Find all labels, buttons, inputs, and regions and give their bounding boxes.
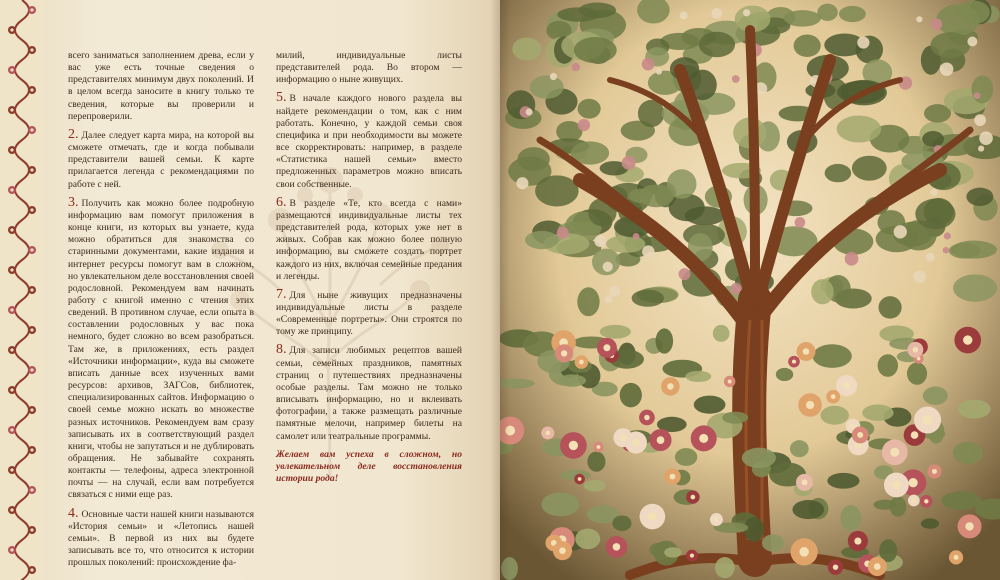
paragraph-number: 3. [68, 194, 79, 210]
paragraph-text: В разделе «Те, кто всегда с нами» размещаются индивидуальные листы тех представителей рода, которых уже нет в живых. Собрав как можно более полную информацию, вы сможете создать портрет каждого из них, включая семейные предания и легенды. [276, 197, 462, 282]
tree-tapestry-illustration [500, 0, 1000, 580]
paragraph-number: 5. [276, 90, 287, 106]
paragraph-text: Получить как можно более подробную информацию вам помогут приложения в конце книги, из которых вы узнаете, куда можно обратиться для знакомства со старинными документами, какие издания и интернет ресурсы помогут вам в сложном, но увлекательном деле восстановления своей родословной. Рекомендуем вам начинать работу с книгой именно с чтения этих сведений. В противном случае, если опыта в составлении родословных у вас пока немного, будет сложно во всем разобраться. Там же, в приложениях, есть раздел «Источники информации», куда вы сможете вписать данные всех изученных вами ресурсов: архивов, ЗАГСов, библиотек, специализированных сайтов. Информацию о своей семье можно искать во множестве разных источников. Рекомендуем вам сразу записывать их в соответствующий раздел книги, чтобы не запутаться и не дублировать обращения. Не забывайте сохранять контакты — телефоны, адреса электронной почты — на случай, если вам потребуется связаться с ними еще раз. [68, 197, 254, 501]
right-page [500, 0, 1000, 580]
paragraph-text: Основные части нашей книги называются «История семьи» и «Летопись нашей семьи». В первой из них вы будете записывать все то, что относится к истории прошлых поколений: происхождение фа- [68, 508, 254, 569]
paragraph-text: Для ныне живущих предназначены индивидуальные листы в разделе «Современные портреты». Они строятся по тому же принципу. [276, 289, 462, 338]
paragraph-2 [68, 126, 254, 191]
page-gutter [490, 0, 510, 580]
paragraph-number: 7. [276, 286, 287, 302]
paragraph-5 [276, 92, 462, 190]
paragraph-6 [276, 194, 462, 283]
ornament-vine-icon [0, 0, 44, 580]
paragraph-3 [68, 194, 254, 502]
paragraph-4 [68, 505, 254, 570]
paragraph-7 [276, 286, 462, 339]
closing-wish: Желаем вам успеха в сложном, но увлекательном деле восстановления истории рода! [276, 448, 462, 484]
text-column-right [276, 50, 462, 491]
ornamental-border [0, 0, 44, 580]
paragraph-text: Далее следует карта мира, на которой вы сможете отмечать, где и когда побывали представители вашей семьи. К карте прилагается легенда с рекомендациями по работе с ней. [68, 129, 254, 190]
paragraph-1-continued: всего заниматься заполнением древа, если у вас уже есть точные сведения о представителях минимум двух поколений. И в целом всегда заносите в книгу только те сведения, которые вы проверили и перепроверили. [68, 50, 254, 122]
paragraph-number: 4. [68, 505, 79, 521]
paragraph-number: 2. [68, 126, 79, 142]
paragraph-text: Для записи любимых рецептов вашей семьи, семейных праздников, памятных страниц о путешествиях предназначены особые разделы. Там можно не только вписывать информацию, но и вклеивать фотографии, а также размещать различные памятные мелочи, например билеты на самолет или театральные программы. [276, 345, 462, 442]
paragraph-number: 8. [276, 342, 287, 358]
paragraph-4-continued: милий, индивидуальные листы представителей рода. Во втором — информацию о ныне живущих. [276, 50, 462, 86]
paragraph-number: 6. [276, 194, 287, 210]
text-column-left [68, 50, 254, 575]
paragraph-8 [276, 344, 462, 442]
paragraph-text: В начале каждого нового раздела вы найдете рекомендации о том, как с ним работать. Конечно, у каждой семьи своя специфика и при необходимости вы можете все скорректировать: например, в разделе «Статистика нашей семьи» вместо предложенных параметров можно вписать свои собственные. [276, 93, 462, 190]
